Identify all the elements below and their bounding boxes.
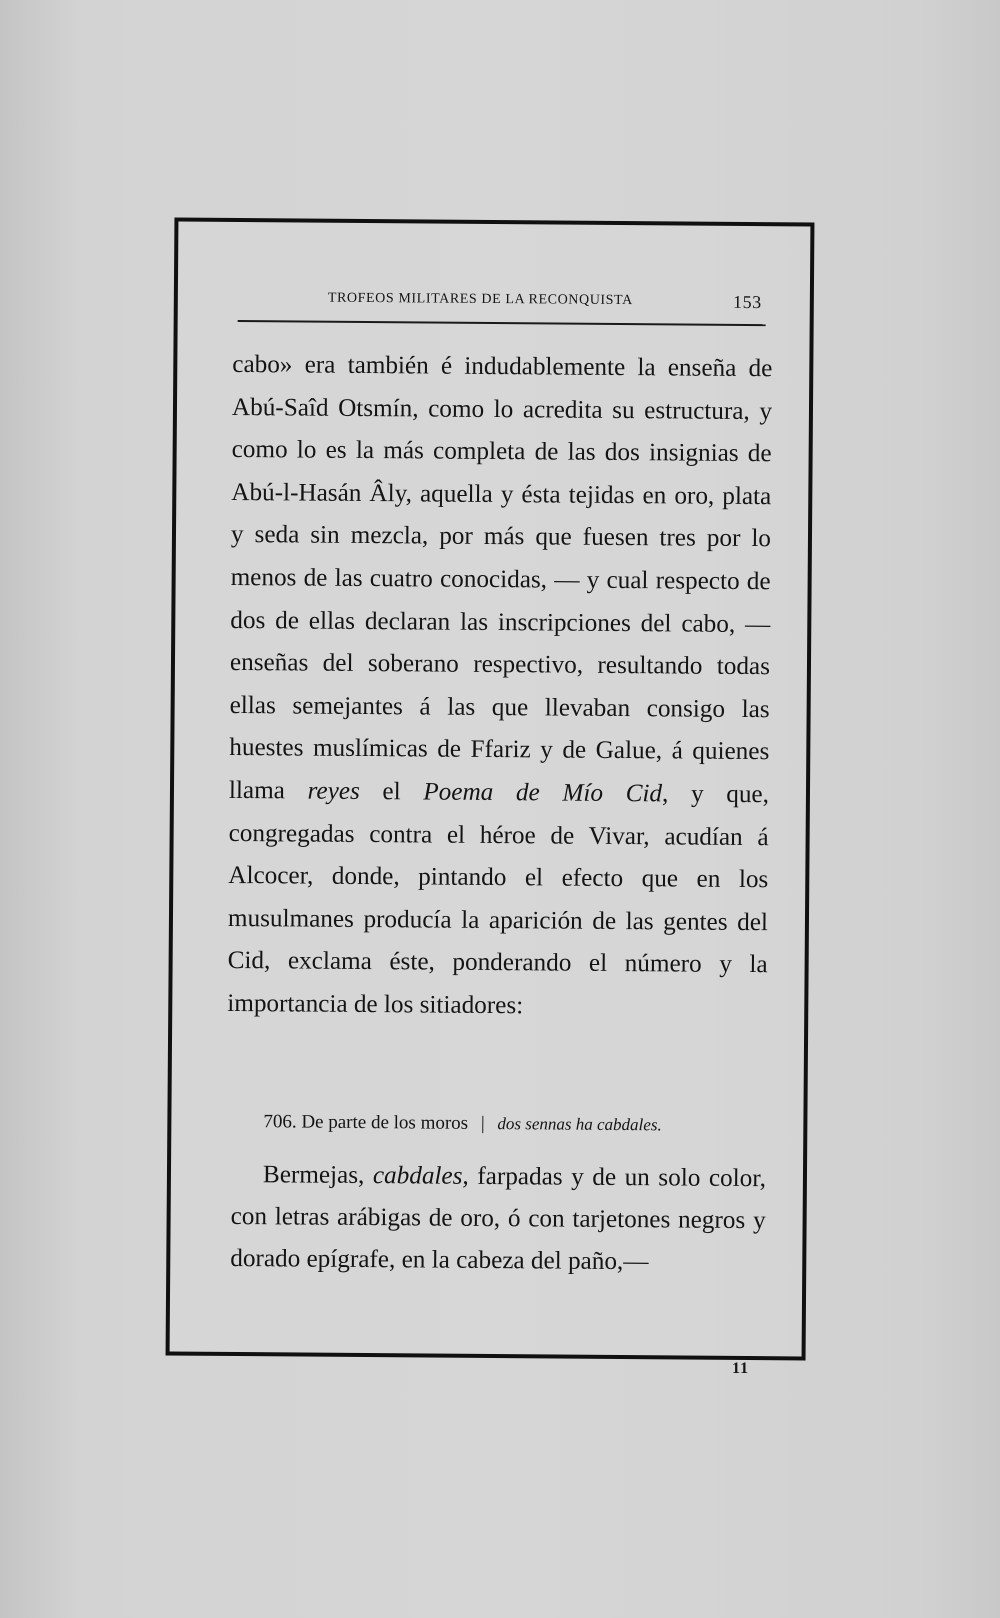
paragraph-1-part-1: cabo» era también é indudablemente la enseña de Abú-Saîd Otsmín, como lo acredita su estructura, y como lo es la más completa de las dos insignias de Abú-l-Hasán Âly, aquella y ésta tejidas en oro, plata y seda sin mezcla, por más que fuesen tres por lo menos de las cuatro conocidas, — y cual respecto de dos de ellas declaran las inscripciones del cabo, — enseñas del soberano respectivo, resultando todas ellas semejantes á las que llevaban consigo las huestes muslímicas de Ffariz y de Galue, á quienes llama [228,350,773,805]
verse-number: 706. [263,1111,297,1133]
paragraph-2-italic: cabdales, [372,1162,469,1190]
verse-quote [263,1108,763,1140]
paragraph-2-part-2: farpadas y de un solo color, con letras arábigas de oro, ó con tarjetones negros y dorado epígrafe, en la cabeza del paño,— [230,1162,767,1276]
paragraph-2-part-1: Bermejas, [262,1161,374,1190]
page-number: 153 [732,291,762,313]
verse-italic: dos sennas ha cabdales. [497,1114,662,1135]
signature-mark: 11 [732,1360,750,1377]
paragraph-1-part-2: el [359,777,424,806]
body-paragraph-1 [227,344,772,1030]
verse-text: De parte de los moros [301,1111,469,1134]
paragraph-1-text [227,344,772,1030]
page-header [238,282,766,326]
paragraph-1-italic-1: reyes [307,777,360,805]
paragraph-1-part-3: , y que, congregadas contra el héroe de Vivar, acudían á Alcocer, donde, pintando el efecto que en los musulmanes producía la aparición de las gentes del Cid, exclama éste, ponderando el número y la importancia de los sitiadores: [227,780,770,1020]
page-frame [166,218,815,1361]
paragraph-1-italic-2: Poema de Mío Cid [423,778,663,808]
running-head: TROFEOS MILITARES DE LA RECONQUISTA [327,290,633,309]
body-paragraph-2 [230,1154,766,1284]
verse-separator: | [480,1112,485,1134]
